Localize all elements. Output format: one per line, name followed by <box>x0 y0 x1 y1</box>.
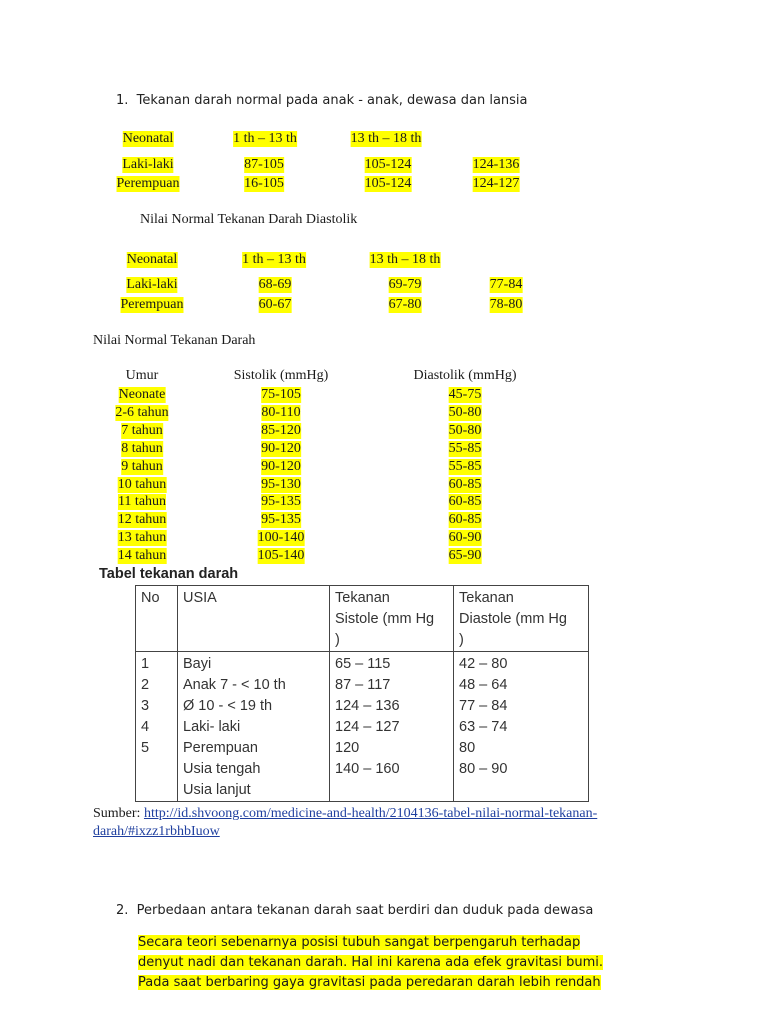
bp-header-diastole-line: Diastole (mm Hg <box>459 611 567 627</box>
diastolic-cell: 60-67 <box>258 297 292 312</box>
bp-usia-cell: Ø 10 - < 19 th <box>183 698 273 714</box>
normal-sys-cell: 105-140 <box>257 548 305 563</box>
bp-sistole-cell: 140 – 160 <box>335 761 400 777</box>
bp-diastole-cell: 77 – 84 <box>459 698 508 714</box>
diastolic-header-1-13: 1 th – 13 th <box>242 252 306 267</box>
normal-header-sistolik: Sistolik (mmHg) <box>233 368 329 383</box>
systolic-cell: 124-127 <box>472 176 520 191</box>
bp-col-no <box>136 652 178 802</box>
bp-no-cell: 3 <box>141 698 150 714</box>
bp-no-cell: 4 <box>141 719 150 735</box>
bp-no-cell: 2 <box>141 677 150 693</box>
systolic-row-label: Laki-laki <box>122 157 174 172</box>
normal-sys-cell: 90-120 <box>261 441 301 456</box>
diastolic-cell: 77-84 <box>489 277 523 292</box>
diastolic-row-label: Perempuan <box>120 297 184 312</box>
section-2-number: 2. <box>116 903 129 918</box>
bp-sistole-cell: 87 – 117 <box>335 677 391 693</box>
normal-age-cell: 9 tahun <box>121 459 163 474</box>
bp-col-usia <box>178 652 330 802</box>
bp-diastole-cell: 80 <box>459 740 476 756</box>
section-2-title: Perbedaan antara tekanan darah saat berdiri dan duduk pada dewasa <box>136 903 594 918</box>
systolic-row-label: Perempuan <box>116 176 180 191</box>
normal-age-cell: 12 tahun <box>117 512 167 527</box>
bp-usia-cell: Anak 7 - < 10 th <box>183 677 286 693</box>
bp-sistole-cell: 120 <box>335 740 360 756</box>
bp-usia-cell: Usia lanjut <box>183 782 251 798</box>
normal-header-diastolik: Diastolik (mmHg) <box>413 368 517 383</box>
bp-col-sistole <box>330 652 454 802</box>
systolic-cell: 124-136 <box>472 157 520 172</box>
normal-dia-cell: 55-85 <box>448 441 482 456</box>
bp-table-body-row <box>136 652 589 802</box>
bp-usia-cell: Usia tengah <box>183 761 261 777</box>
bp-table-header-row <box>136 586 589 652</box>
bp-col-diastole <box>454 652 589 802</box>
bp-diastole-cell: 42 – 80 <box>459 656 508 672</box>
diastolic-cell: 69-79 <box>388 277 422 292</box>
bp-header-sistole-line: Tekanan <box>335 590 390 606</box>
section-2-heading <box>116 903 593 918</box>
bp-table-title: Tabel tekanan darah <box>99 566 239 582</box>
normal-age-cell: 7 tahun <box>121 423 163 438</box>
normal-sys-cell: 95-135 <box>261 494 301 509</box>
systolic-header-neonatal: Neonatal <box>122 131 174 146</box>
diastolic-title: Nilai Normal Tekanan Darah Diastolik <box>140 212 358 227</box>
bp-no-cell: 5 <box>141 740 150 756</box>
normal-age-cell: 11 tahun <box>117 494 167 509</box>
bp-header-sistole-line: Sistole (mm Hg <box>335 611 435 627</box>
bp-diastole-cell: 48 – 64 <box>459 677 508 693</box>
bp-header-diastole <box>454 586 589 652</box>
diastolic-header-13-18: 13 th – 18 th <box>369 252 441 267</box>
normal-sys-cell: 95-130 <box>261 477 301 492</box>
source-label: Sumber: <box>93 806 144 821</box>
bp-sistole-cell: 124 – 127 <box>335 719 400 735</box>
bp-usia-cell: Bayi <box>183 656 212 672</box>
normal-sys-cell: 85-120 <box>261 423 301 438</box>
bp-header-sistole-line: ) <box>335 632 340 648</box>
normal-sys-cell: 80-110 <box>261 405 301 420</box>
paragraph-line: denyut nadi dan tekanan darah. Hal ini karena ada efek gravitasi bumi. <box>138 955 604 970</box>
normal-dia-cell: 60-85 <box>448 494 482 509</box>
section-1-title: Tekanan darah normal pada anak - anak, dewasa dan lansia <box>136 93 528 108</box>
bp-header-diastole-line: ) <box>459 632 464 648</box>
normal-dia-cell: 50-80 <box>448 423 482 438</box>
bp-header-sistole <box>330 586 454 652</box>
systolic-cell: 87-105 <box>244 157 284 172</box>
section-2-paragraph <box>138 933 603 993</box>
bp-no-cell: 1 <box>141 656 150 672</box>
source-citation <box>93 805 663 841</box>
bp-diastole-cell: 80 – 90 <box>459 761 508 777</box>
normal-age-cell: 2-6 tahun <box>115 405 169 420</box>
bp-sistole-cell: 65 – 115 <box>335 656 391 672</box>
source-link-line-1: http://id.shvoong.com/medicine-and-health/2104136-tabel-nilai-normal-tekanan- <box>143 806 598 821</box>
diastolic-cell: 68-69 <box>258 277 292 292</box>
normal-sys-cell: 100-140 <box>257 530 305 545</box>
bp-usia-cell: Laki- laki <box>183 719 241 735</box>
normal-age-cell: Neonate <box>118 387 166 402</box>
normal-sys-cell: 95-135 <box>261 512 301 527</box>
section-1-heading <box>116 93 528 108</box>
normal-dia-cell: 55-85 <box>448 459 482 474</box>
normal-age-cell: 14 tahun <box>117 548 167 563</box>
normal-sys-cell: 90-120 <box>261 459 301 474</box>
source-link-line-2: darah/#ixzz1rbhbIuow <box>93 824 220 839</box>
normal-dia-cell: 65-90 <box>448 548 482 563</box>
paragraph-line: Secara teori sebenarnya posisi tubuh sangat berpengaruh terhadap <box>138 935 581 950</box>
systolic-cell: 105-124 <box>364 157 412 172</box>
systolic-header-13-18: 13 th – 18 th <box>350 131 422 146</box>
normal-age-cell: 8 tahun <box>121 441 163 456</box>
diastolic-cell: 67-80 <box>388 297 422 312</box>
bp-header-usia-text: USIA <box>183 590 217 606</box>
normal-bp-title: Nilai Normal Tekanan Darah <box>93 333 256 348</box>
paragraph-line: Pada saat berbaring gaya gravitasi pada peredaran darah lebih rendah <box>138 975 601 990</box>
bp-header-usia <box>178 586 330 652</box>
bp-header-no-text: No <box>141 590 160 606</box>
systolic-header-1-13: 1 th – 13 th <box>233 131 297 146</box>
diastolic-row-label: Laki-laki <box>126 277 178 292</box>
normal-dia-cell: 45-75 <box>448 387 482 402</box>
bp-diastole-cell: 63 – 74 <box>459 719 508 735</box>
diastolic-cell: 78-80 <box>489 297 523 312</box>
normal-age-cell: 10 tahun <box>117 477 167 492</box>
source-link[interactable] <box>93 806 597 839</box>
normal-dia-cell: 60-85 <box>448 477 482 492</box>
normal-sys-cell: 75-105 <box>261 387 301 402</box>
systolic-cell: 16-105 <box>244 176 284 191</box>
normal-header-umur: Umur <box>125 368 159 383</box>
normal-age-cell: 13 tahun <box>117 530 167 545</box>
normal-dia-cell: 60-90 <box>448 530 482 545</box>
diastolic-header-neonatal: Neonatal <box>126 252 178 267</box>
bp-usia-cell: Perempuan <box>183 740 258 756</box>
bp-sistole-cell: 124 – 136 <box>335 698 400 714</box>
normal-dia-cell: 50-80 <box>448 405 482 420</box>
systolic-cell: 105-124 <box>364 176 412 191</box>
section-1-number: 1. <box>116 93 129 108</box>
normal-dia-cell: 60-85 <box>448 512 482 527</box>
bp-table <box>135 585 589 802</box>
bp-header-no <box>136 586 178 652</box>
bp-header-diastole-line: Tekanan <box>459 590 514 606</box>
